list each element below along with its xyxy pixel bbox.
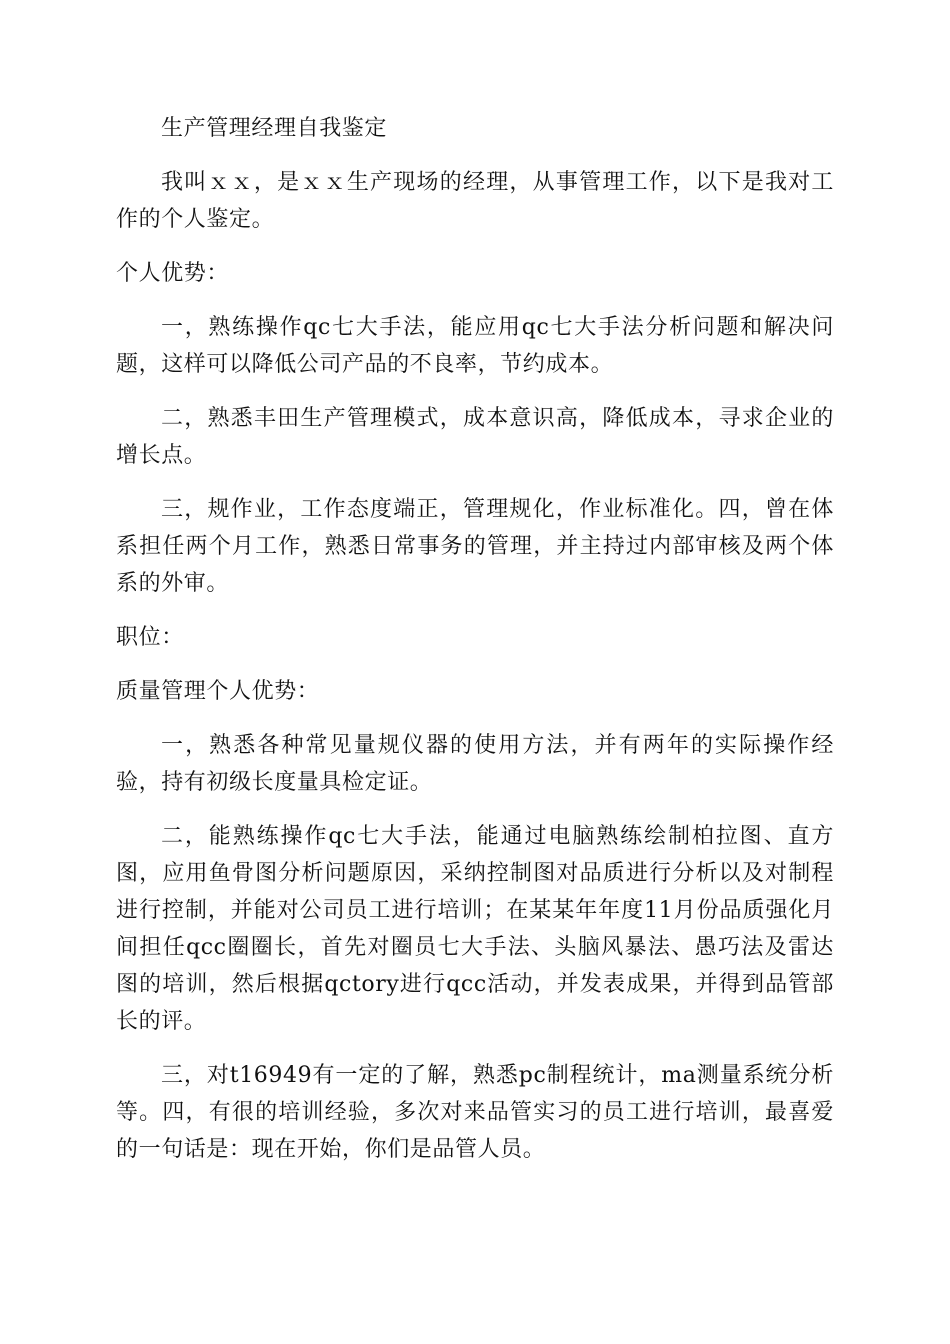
intro-paragraph: 我叫ｘｘ，是ｘｘ生产现场的经理，从事管理工作，以下是我对工作的个人鉴定。 (116, 170, 834, 232)
position-label: 职位： (116, 625, 184, 650)
strength-item-3: 三，规作业，工作态度端正，管理规化，作业标准化。四，曾在体系担任两个月工作，熟悉日常事务的管理，并主持过内部审核及两个体系的外审。 (116, 497, 834, 596)
document-body (116, 110, 834, 1185)
quality-item-3: 三，对t16949有一定的了解，熟悉pc制程统计，ma测量系统分析等。四，有很的培训经验，多次对来品管实习的员工进行培训，最喜爱的一句话是：现在开始，你们是品管人员。 (116, 1063, 834, 1162)
quality-item-2: 二，能熟练操作qc七大手法，能通过电脑熟练绘制柏拉图、直方图，应用鱼骨图分析问题原因，采纳控制图对品质进行分析以及对制程进行控制，并能对公司员工进行培训；在某某年年度11月份品质强化月间担任qcc圈圈长，首先对圈员七大手法、头脑风暴法、愚巧法及雷达图的培训，然后根据qctory进行qcc活动，并发表成果，并得到品管部长的评。 (116, 824, 834, 1034)
strength-item-1: 一，熟练操作qc七大手法，能应用qc七大手法分析问题和解决问题，这样可以降低公司产品的不良率，节约成本。 (116, 315, 834, 377)
document-title: 生产管理经理自我鉴定 (161, 116, 388, 141)
strength-item-2: 二，熟悉丰田生产管理模式，成本意识高，降低成本，寻求企业的增长点。 (116, 406, 834, 468)
section-heading-personal-strengths: 个人优势： (116, 261, 230, 286)
quality-item-1: 一，熟悉各种常见量规仪器的使用方法，并有两年的实际操作经验，持有初级长度量具检定证。 (116, 733, 834, 795)
section-heading-quality-strengths: 质量管理个人优势： (116, 679, 320, 704)
